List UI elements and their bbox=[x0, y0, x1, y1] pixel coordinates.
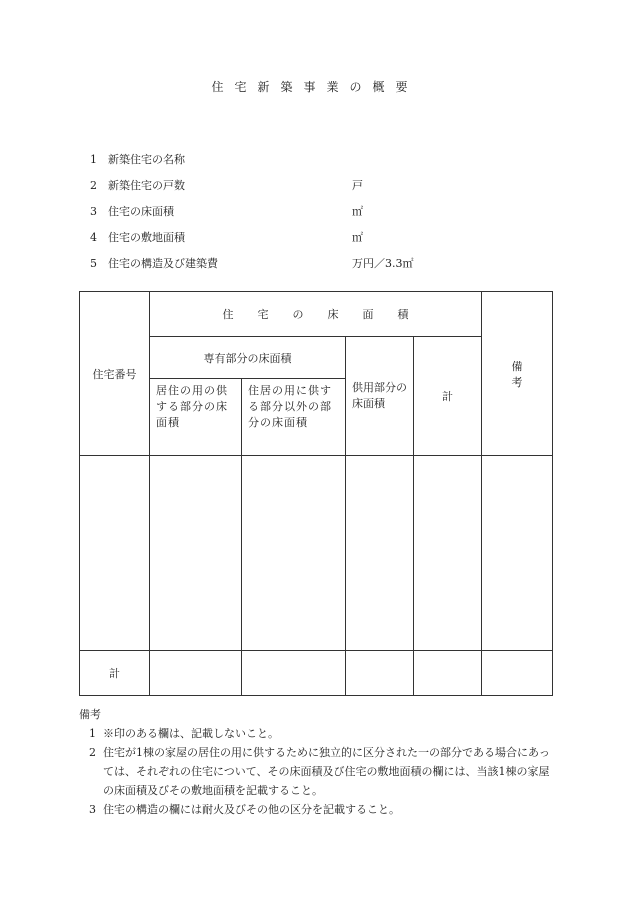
header-residential-area: 居住の用の供する部分の床面積 bbox=[150, 379, 242, 456]
total-non-residential[interactable] bbox=[242, 651, 346, 696]
item-label: 新築住宅の戸数 bbox=[108, 179, 185, 192]
total-residential[interactable] bbox=[150, 651, 242, 696]
note-number: 3 bbox=[89, 803, 96, 816]
cell-non-residential[interactable] bbox=[242, 456, 346, 651]
note-item bbox=[79, 800, 559, 819]
cell-common[interactable] bbox=[346, 456, 414, 651]
item-number: 2 bbox=[90, 179, 97, 192]
notes-heading: 備考 bbox=[79, 708, 101, 721]
item-number: 1 bbox=[90, 153, 97, 166]
note-text: ※印のある欄は、記載しないこと。 bbox=[103, 727, 279, 740]
note-text: 住宅が1棟の家屋の居住の用に供するために独立的に区分された一の部分である場合にあっては、それぞれの住宅について、その床面積及び住宅の敷地面積の欄には、当該1棟の家屋の床面積及びその敷地面積を記載すること。 bbox=[103, 746, 550, 797]
item-unit: ㎡ bbox=[352, 205, 363, 218]
note-item bbox=[79, 743, 559, 800]
item-number: 3 bbox=[90, 205, 97, 218]
item-label: 住宅の敷地面積 bbox=[108, 231, 185, 244]
note-number: 1 bbox=[89, 727, 96, 740]
row-total-label: 計 bbox=[80, 651, 150, 696]
note-text: 住宅の構造の欄には耐火及びその他の区分を記載すること。 bbox=[103, 803, 400, 816]
item-unit: 万円／3.3㎡ bbox=[352, 257, 414, 270]
header-remarks: 備考 bbox=[482, 292, 553, 456]
header-house-number: 住宅番号 bbox=[80, 292, 150, 456]
total-remarks[interactable] bbox=[482, 651, 553, 696]
header-floor-area: 住宅の床面積 bbox=[150, 292, 482, 337]
cell-house-number[interactable] bbox=[80, 456, 150, 651]
item-unit: 戸 bbox=[352, 179, 363, 192]
note-item bbox=[79, 724, 559, 743]
header-total: 計 bbox=[414, 337, 482, 456]
item-unit: ㎡ bbox=[352, 231, 363, 244]
summary-item bbox=[90, 150, 550, 176]
header-exclusive-area: 専有部分の床面積 bbox=[150, 337, 346, 379]
document-title: 住宅新築事業の概要 bbox=[211, 80, 419, 94]
item-label: 新築住宅の名称 bbox=[108, 153, 185, 166]
table-row bbox=[80, 456, 553, 651]
cell-residential[interactable] bbox=[150, 456, 242, 651]
header-common-area: 供用部分の床面積 bbox=[346, 337, 414, 456]
summary-items bbox=[90, 150, 550, 280]
total-total[interactable] bbox=[414, 651, 482, 696]
item-number: 4 bbox=[90, 231, 97, 244]
item-label: 住宅の床面積 bbox=[108, 205, 174, 218]
notes-section bbox=[79, 705, 559, 819]
total-common[interactable] bbox=[346, 651, 414, 696]
total-row bbox=[80, 651, 553, 696]
item-number: 5 bbox=[90, 257, 97, 270]
cell-remarks[interactable] bbox=[482, 456, 553, 651]
header-non-residential-area: 住居の用に供する部分以外の部分の床面積 bbox=[242, 379, 346, 456]
summary-item bbox=[90, 176, 550, 202]
note-number: 2 bbox=[89, 746, 96, 759]
floor-area-table bbox=[79, 291, 553, 696]
summary-item bbox=[90, 202, 550, 228]
item-label: 住宅の構造及び建築費 bbox=[108, 257, 218, 270]
summary-item bbox=[90, 228, 550, 254]
cell-total[interactable] bbox=[414, 456, 482, 651]
summary-item bbox=[90, 254, 550, 280]
